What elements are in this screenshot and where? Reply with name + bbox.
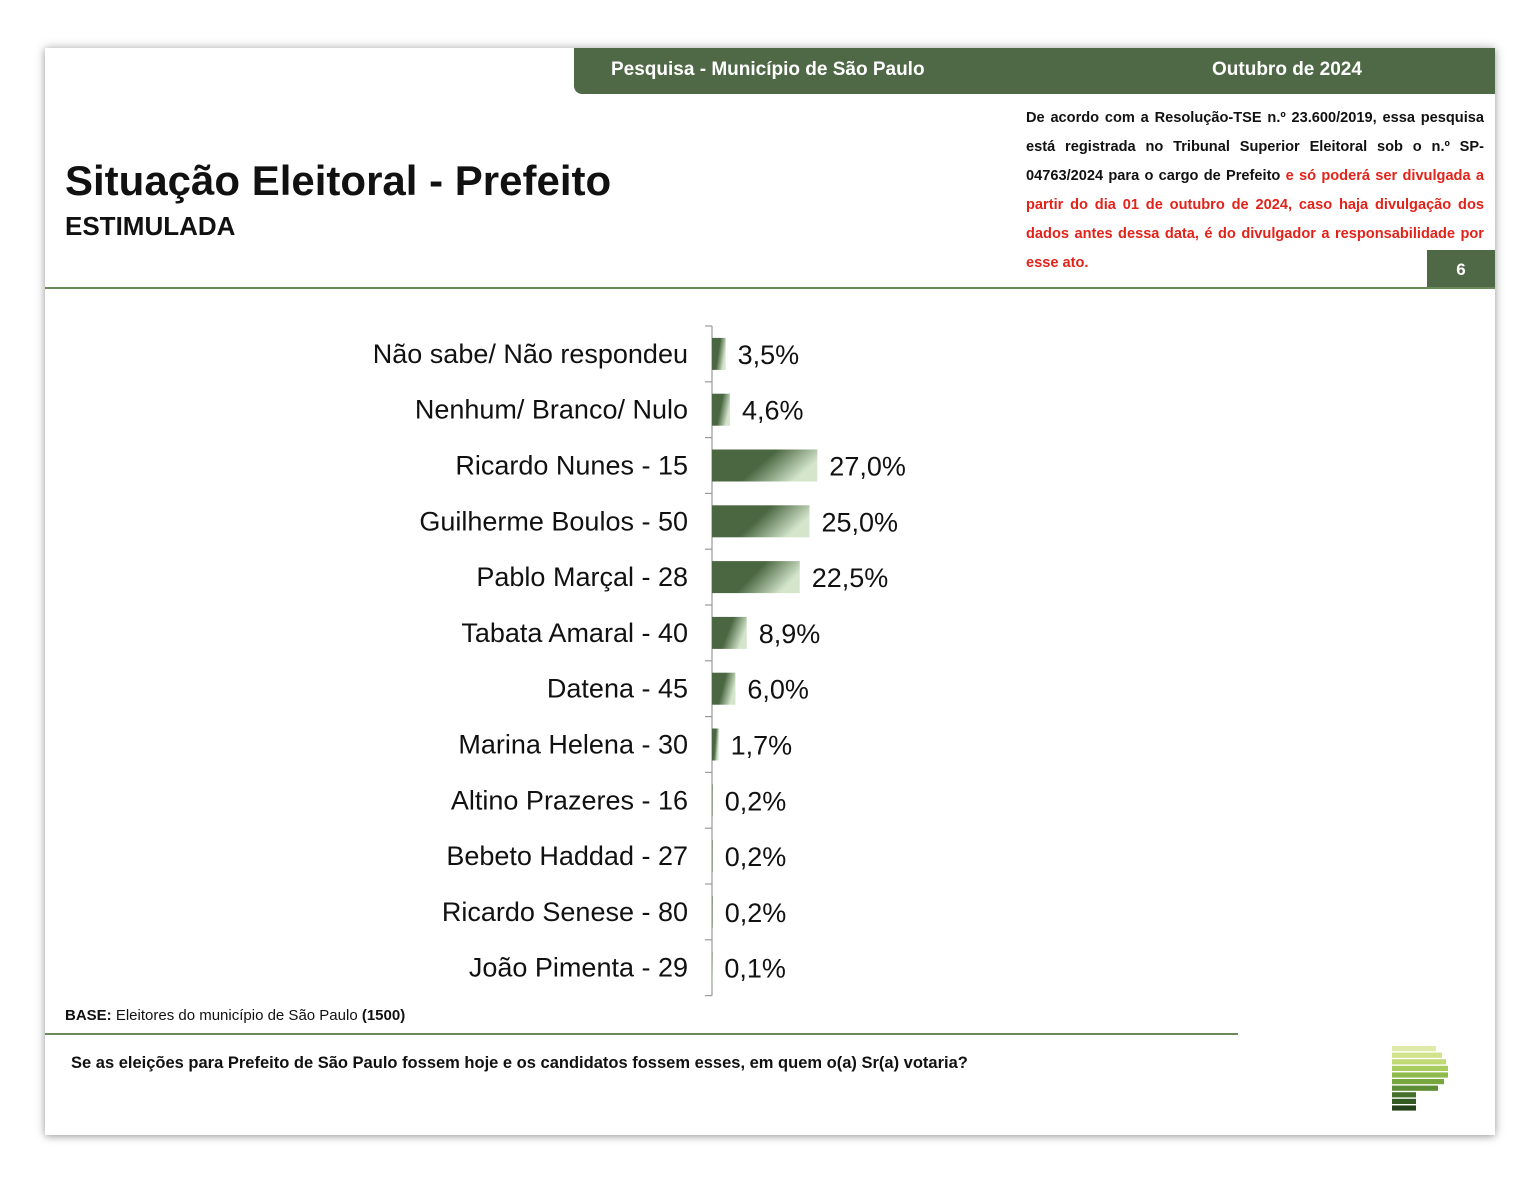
page-title: Situação Eleitoral - Prefeito [65, 157, 612, 204]
bar [712, 840, 713, 872]
bar [712, 450, 817, 482]
category-label: Datena - 45 [546, 673, 688, 704]
value-label: 0,2% [724, 786, 787, 817]
category-label: Ricardo Senese - 80 [441, 896, 688, 927]
logo-stripe [1392, 1099, 1416, 1104]
category-label: Não sabe/ Não respondeu [372, 338, 688, 369]
category-label: Pablo Marçal - 28 [476, 562, 688, 593]
base-note [65, 1007, 405, 1024]
value-label: 22,5% [811, 563, 889, 594]
logo-stripe [1392, 1046, 1436, 1051]
bar [712, 338, 726, 370]
page-subtitle: ESTIMULADA [65, 211, 236, 241]
base-label: BASE: [65, 1007, 112, 1024]
survey-question: Se as eleições para Prefeito de São Paulo fossem hoje e os candidatos fossem esses, em quem o(a) Sr(a) votaria? [71, 1054, 968, 1072]
company-logo [1390, 1044, 1450, 1114]
value-label: 0,1% [724, 953, 786, 984]
logo-stripe [1392, 1059, 1446, 1064]
category-label: Marina Helena - 30 [458, 729, 688, 760]
value-label: 0,2% [724, 897, 787, 928]
value-label: 25,0% [821, 507, 899, 538]
category-label: João Pimenta - 29 [468, 952, 688, 983]
bar [712, 729, 719, 761]
legal-notice-warning: e só poderá ser divulgada a partir do dia 01 de outubro de 2024, caso haja divulgação dos dados antes dessa data, é do divulgador a responsabilidade por esse ato. [1026, 168, 1484, 271]
header-bar [574, 48, 1495, 94]
page-number: 6 [1427, 250, 1495, 288]
category-label: Ricardo Nunes - 15 [455, 450, 688, 481]
logo-stripe [1392, 1053, 1442, 1058]
value-label: 3,5% [737, 339, 800, 370]
value-label: 27,0% [829, 451, 906, 482]
legal-notice [1026, 104, 1484, 278]
logo-stripe [1392, 1105, 1416, 1110]
logo-stripe [1392, 1066, 1448, 1071]
value-label: 4,6% [741, 395, 804, 426]
category-label: Nenhum/ Branco/ Nulo [414, 394, 688, 425]
survey-date: Outubro de 2024 [1212, 59, 1362, 80]
bar [712, 394, 730, 426]
logo-stripe [1392, 1072, 1448, 1077]
bar [712, 617, 747, 649]
value-label: 1,7% [730, 730, 793, 761]
category-label: Guilherme Boulos - 50 [419, 506, 688, 537]
logo-stripe [1392, 1079, 1444, 1084]
footer-divider [45, 1033, 1238, 1035]
slide [45, 48, 1495, 1135]
category-label: Bebeto Haddad - 27 [446, 841, 688, 872]
category-label: Tabata Amaral - 40 [461, 617, 688, 648]
base-text: Eleitores do município de São Paulo [111, 1007, 362, 1024]
logo-stripe [1392, 1092, 1416, 1097]
header-divider [45, 287, 1495, 289]
bar [712, 784, 713, 816]
value-label: 0,2% [724, 842, 787, 873]
logo-stripe [1392, 1086, 1438, 1091]
bar [712, 896, 713, 928]
legal-notice-text: De acordo com a Resolução-TSE n.º 23.600/2019, essa pesquisa está registrada no Tribunal Superior Eleitoral sob o n.º SP-04763/2024 para o cargo de Prefeito [1026, 110, 1484, 184]
bar [712, 561, 800, 593]
vote-intention-bar-chart [45, 318, 1045, 1008]
value-label: 6,0% [747, 674, 809, 705]
category-label: Altino Prazeres - 16 [450, 785, 688, 816]
value-label: 8,9% [758, 618, 821, 649]
bar [712, 673, 735, 705]
base-count: (1500) [361, 1007, 406, 1024]
bar [712, 505, 810, 537]
survey-title: Pesquisa - Município de São Paulo [611, 59, 925, 80]
